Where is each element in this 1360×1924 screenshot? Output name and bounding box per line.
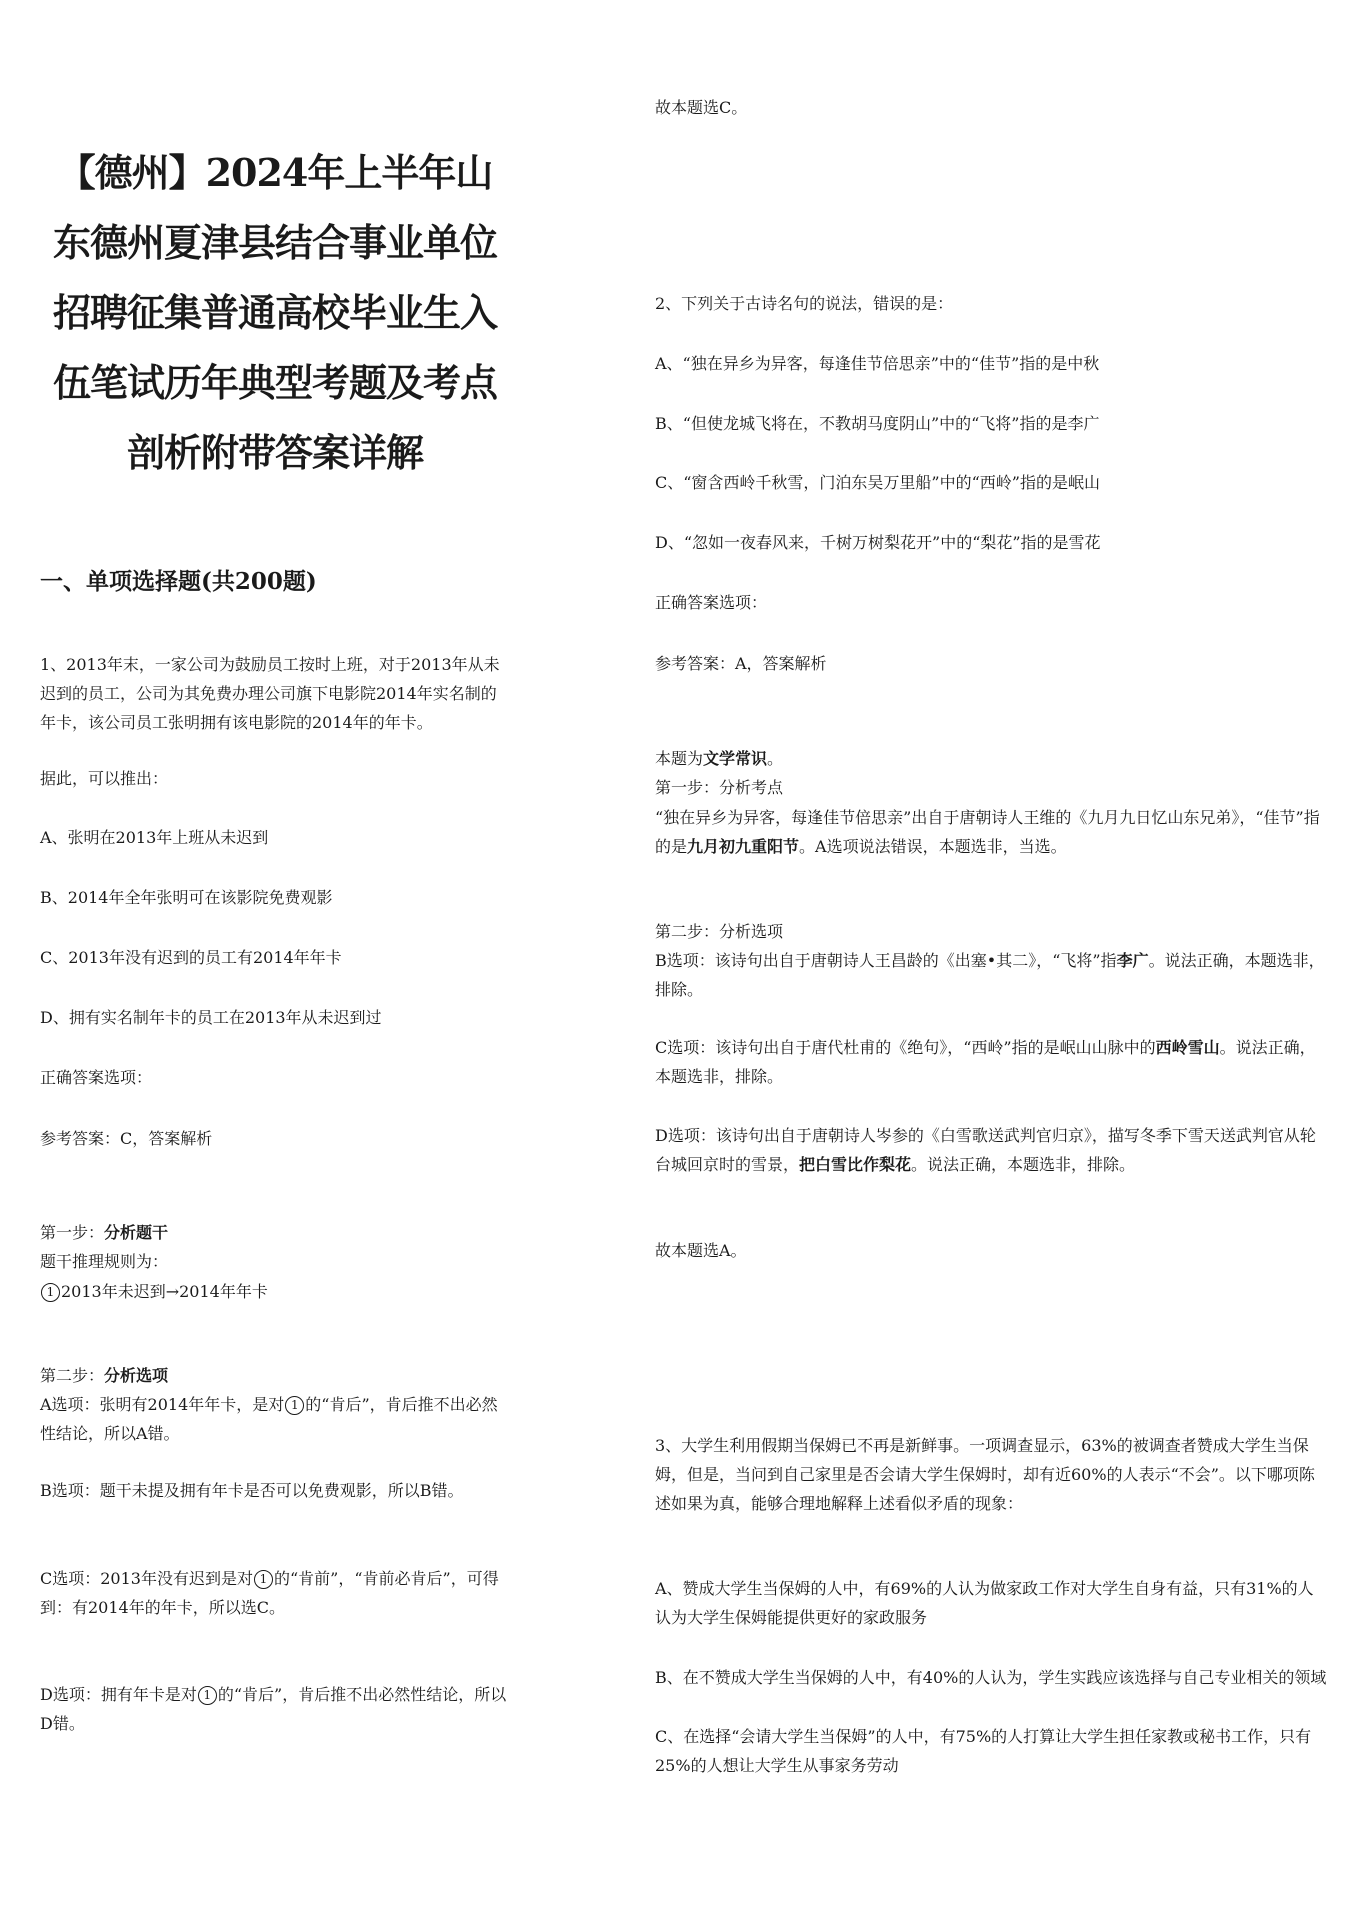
q1-step2 — [40, 1361, 510, 1390]
document-title: 【德州】2024年上半年山东德州夏津县结合事业单位招聘征集普通高校毕业生入伍笔试历年典型考题及考点剖析附带答案详解 — [52, 150, 497, 475]
q2-topic-bold: 文学常识 — [703, 749, 768, 768]
q2-explain-b-post: 。说法正确，本题选非，排除。 — [655, 951, 1325, 999]
q2-explain-a-post: 。A选项说法错误，本题选非，当选。 — [799, 837, 1067, 856]
q1-conclusion: 故本题选C。 — [655, 98, 748, 117]
q1-rule-label: 题干推理规则为： — [40, 1252, 169, 1271]
q2-explain-c-bold: 西岭雪山 — [1155, 1038, 1220, 1057]
q1-explain-d-post: 的“肯后”，肯后推不出必然性结论，所以D错。 — [40, 1685, 507, 1733]
circled-number-mark: 1 — [285, 1396, 304, 1415]
q2-explain-a-pre: “独在异乡为异客，每逢佳节倍思亲”出自于唐朝诗人王维的《九月九日忆山东兄弟》，“佳节”指的是 — [655, 808, 1320, 856]
q1-explain-c-pre: C选项：2013年没有迟到是对 — [40, 1569, 253, 1588]
q2-topic — [655, 744, 1327, 773]
q1-explain-b: B选项：题干未提及拥有年卡是否可以免费观影，所以B错。 — [40, 1481, 464, 1500]
q1-rule — [40, 1277, 510, 1306]
q1-step2-prefix: 第二步： — [40, 1366, 105, 1385]
q1-rule-text: 2013年未迟到→2014年年卡 — [61, 1282, 268, 1301]
circled-number-mark: 1 — [254, 1570, 273, 1589]
q2-explain-b — [655, 946, 1327, 1004]
q2-option-a: A、“独在异乡为异客，每逢佳节倍思亲”中的“佳节”指的是中秋 — [655, 354, 1100, 373]
q2-explain-d — [655, 1121, 1327, 1179]
circled-number-mark: 1 — [198, 1686, 217, 1705]
q1-step1 — [40, 1218, 510, 1247]
circled-number-mark: 1 — [41, 1283, 60, 1302]
q2-option-b: B、“但使龙城飞将在，不教胡马度阴山”中的“飞将”指的是李广 — [655, 414, 1100, 433]
q2-explain-b-pre: B选项：该诗句出自于唐朝诗人王昌龄的《出塞•其二》，“飞将”指 — [655, 951, 1117, 970]
q2-explain-a-bold: 九月初九重阳节 — [687, 837, 800, 856]
q1-explain-d-pre: D选项：拥有年卡是对 — [40, 1685, 197, 1704]
q2-topic-post: 。 — [767, 749, 784, 768]
q2-explain-d-bold: 把白雪比作梨花 — [799, 1155, 912, 1174]
q1-explain-a — [40, 1390, 510, 1448]
q1-explain-a-pre: A选项：张明有2014年年卡，是对 — [40, 1395, 285, 1414]
q1-explain-d — [40, 1680, 510, 1738]
q2-explain-c-pre: C选项：该诗句出自于唐代杜甫的《绝句》，“西岭”指的是岷山山脉中的 — [655, 1038, 1156, 1057]
q1-step2-bold: 分析选项 — [104, 1366, 169, 1385]
q2-answer: 参考答案：A，答案解析 — [655, 654, 827, 673]
q2-explain-a — [655, 803, 1327, 861]
q1-option-c: C、2013年没有迟到的员工有2014年年卡 — [40, 948, 342, 967]
q1-answer: 参考答案：C，答案解析 — [40, 1129, 213, 1148]
q1-answer-label: 正确答案选项： — [40, 1068, 153, 1087]
q2-explain-c — [655, 1033, 1327, 1091]
q1-option-b: B、2014年全年张明可在该影院免费观影 — [40, 888, 333, 907]
q1-step1-prefix: 第一步： — [40, 1223, 105, 1242]
q1-option-a: A、张明在2013年上班从未迟到 — [40, 828, 269, 847]
q2-conclusion: 故本题选A。 — [655, 1241, 747, 1260]
q1-explain-c-post: 的“肯前”，“肯前必肯后”，可得到：有2014年的年卡，所以选C。 — [40, 1569, 499, 1617]
q3-option-b: B、在不赞成大学生当保姆的人中，有40%的人认为，学生实践应该选择与自己专业相关的领域 — [655, 1668, 1327, 1687]
q2-topic-pre: 本题为 — [655, 749, 704, 768]
q1-explain-c — [40, 1564, 510, 1622]
q2-explain-c-post: 。说法正确，本题选非，排除。 — [655, 1038, 1316, 1086]
q2-explain-d-post: 。说法正确，本题选非，排除。 — [911, 1155, 1136, 1174]
q1-option-d: D、拥有实名制年卡的员工在2013年从未迟到过 — [40, 1008, 382, 1027]
q3-option-c: C、在选择“会请大学生当保姆”的人中，有75%的人打算让大学生担任家教或秘书工作，只有25%的人想让大学生从事家务劳动 — [655, 1727, 1312, 1775]
q1-step1-bold: 分析题干 — [104, 1223, 169, 1242]
q2-option-c: C、“窗含西岭千秋雪，门泊东吴万里船”中的“西岭”指的是岷山 — [655, 473, 1100, 492]
q2-step1: 第一步：分析考点 — [655, 778, 784, 797]
q2-explain-d-pre: D选项：该诗句出自于唐朝诗人岑参的《白雪歌送武判官归京》，描写冬季下雪天送武判官从轮台城回京时的雪景， — [655, 1126, 1316, 1174]
q1-explain-a-post: 的“肯后”，肯后推不出必然性结论，所以A错。 — [40, 1395, 498, 1443]
section-heading: 一、单项选择题(共200题) — [40, 568, 317, 595]
q3-option-a: A、赞成大学生当保姆的人中，有69%的人认为做家政工作对大学生自身有益，只有31%的人认为大学生保姆能提供更好的家政服务 — [655, 1579, 1314, 1627]
q2-step2: 第二步：分析选项 — [655, 922, 784, 941]
q1-prompt: 据此，可以推出： — [40, 769, 169, 788]
q2-explain-b-bold: 李广 — [1116, 951, 1149, 970]
q2-stem: 2、下列关于古诗名句的说法，错误的是： — [655, 294, 954, 313]
q2-answer-label: 正确答案选项： — [655, 593, 768, 612]
q2-option-d: D、“忽如一夜春风来，千树万树梨花开”中的“梨花”指的是雪花 — [655, 533, 1101, 552]
q3-stem: 3、大学生利用假期当保姆已不再是新鲜事。一项调查显示，63%的被调查者赞成大学生当保姆，但是，当问到自己家里是否会请大学生保姆时，却有近60%的人表示“不会”。以下哪项陈述如果为真，能够合理地解释上述看似矛盾的现象： — [655, 1436, 1315, 1513]
q1-stem: 1、2013年末，一家公司为鼓励员工按时上班，对于2013年从未迟到的员工，公司为其免费办理公司旗下电影院2014年实名制的年卡，该公司员工张明拥有该电影院的2014年的年卡。 — [40, 655, 500, 732]
